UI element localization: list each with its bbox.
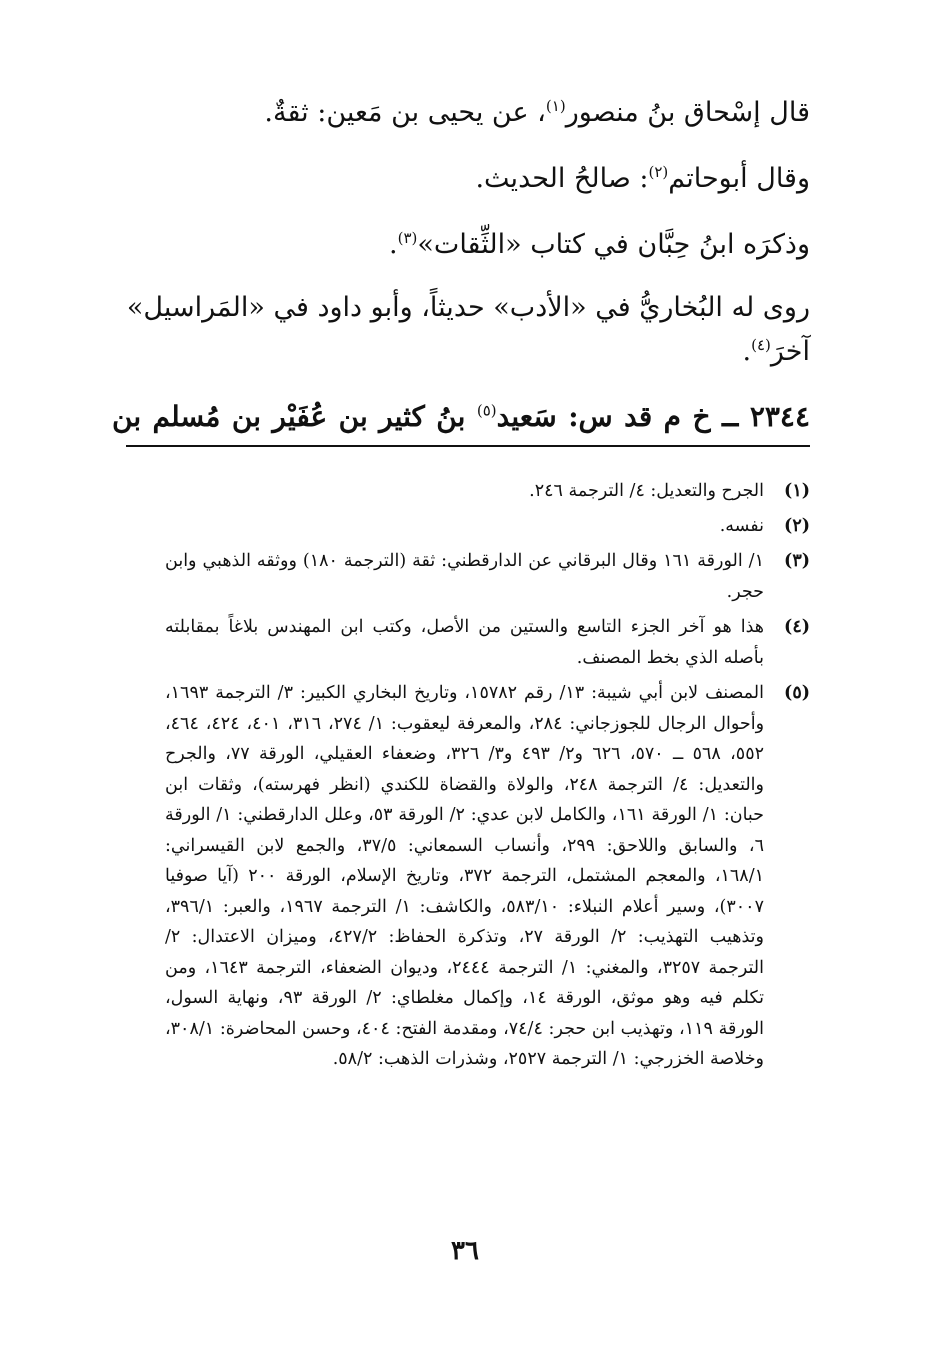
paragraph-ishaq-text: قال إسْحاق بنُ منصور	[565, 97, 810, 128]
footnote-text: المصنف لابن أبي شيبة: ١٣/ رقم ١٥٧٨٢، وتاريخ البخاري الكبير: ٣/ الترجمة ١٦٩٣، وأحوال الرجال للجوزجاني: ٢٨٤، والمعرفة ليعقوب: ١/ ٢٧٤، ٣١٦، ٤٠١، ٤٢٤، ٤٦٤، ٥٥٢، ٥٦٨ ــ ٥٧٠، ٦٢٦ و٢/ ٤٩٣ و٣/ ٣٢٦، وضعفاء العقيلي، الورقة ٧٧، والجرح والتعديل: ٤/ الترجمة ٢٤٨، والولاة والقضاة للكندي (انظر فهرسته)، وثقات ابن حبان: ١/ الورقة ١٦١، والكامل لابن عدي: ٢/ الورقة ٥٣، وعلل الدارقطني: ١/ الورقة ٦، والسابق واللاحق: ٢٩٩، وأنساب السمعاني: ٣٧/٥، والجمع لابن القيسراني: ١٦٨/١، والمعجم المشتمل، الترجمة ٣٧٢، وتاريخ الإسلام، الورقة ٢٠٠ (آيا صوفيا ٣٠٠٧)، وسير أعلام النبلاء: ٥٨٣/١٠، والكاشف: ١/ الترجمة ١٩٦٧، والعبر: ٣٩٦/١، وتذهيب التهذيب: ٢/ الورقة ٢٧، وتذكرة الحفاظ: ٤٢٧/٢، وميزان الاعتدال: ٢/ الترجمة ٣٢٥٧، والمغني: ١/ الترجمة ٢٤٤٤، وديوان الضعفاء، الترجمة ١٦٤٣، ومن تكلم فيه وهو موثق، الورقة ١٤، وإكمال مغلطاي: ٢/ الورقة ٩٣، ونهاية السول، الورقة ١١٩، وتهذيب ابن حجر: ٧٤/٤، ومقدمة الفتح: ٤٠٤، وحسن المحاضرة: ٣٠٨/١، وخلاصة الخزرجي: ١/ الترجمة ٢٥٢٧، وشذرات الذهب: ٥٨/٢.	[165, 683, 765, 1069]
footnote-ref-3: (٣)	[397, 229, 418, 247]
footnote-2	[165, 511, 810, 542]
footnote-text: هذا هو آخر الجزء التاسع والستين من الأصل، وكتب ابن المهندس بلاغاً بمقابلته بأصله الذي بخط المصنف.	[165, 617, 764, 668]
paragraph-ishaq-end: ، عن يحيى بن مَعين: ثقةٌ.	[264, 97, 546, 128]
footnote-ref-5: (٥)	[476, 401, 497, 420]
paragraph-narration-end: .	[742, 336, 752, 367]
footnote-number: (٣)	[784, 551, 810, 571]
page-number: ٣٦	[451, 1236, 479, 1266]
paragraph-abu-hatim	[112, 146, 810, 212]
footnote-number: (٢)	[784, 516, 810, 536]
footnote-1	[165, 476, 810, 507]
paragraph-ibn-hibban-text: وذكرَه ابنُ حِبَّان في كتاب «الثِّقات»	[417, 229, 810, 260]
footnote-5	[165, 678, 810, 1075]
paragraph-narration-text: روى له البُخاريُّ في «الأدب» حديثاً، وأبو داود في «المَراسيل» آخرَ	[126, 292, 810, 367]
footnote-ref-1: (١)	[545, 97, 566, 115]
paragraph-ibn-hibban	[112, 212, 810, 278]
paragraph-abu-hatim-end: : صالحُ الحديث.	[475, 163, 649, 194]
footnote-text: نفسه.	[719, 516, 764, 536]
footnote-3	[165, 546, 810, 608]
footnote-text: الجرح والتعديل: ٤/ الترجمة ٢٤٦.	[529, 481, 764, 501]
footnote-separator	[126, 445, 810, 447]
footnote-number: (١)	[784, 481, 810, 501]
footnote-text: ١/ الورقة ١٦١ وقال البرقاني عن الدارقطني: ثقة (الترجمة ١٨٠) ووثقه الذهبي وابن حجر.	[165, 551, 764, 602]
footnote-ref-4: (٤)	[751, 336, 771, 354]
entry-heading-start: ٢٣٤٤ ــ خ م قد س: سَعيد	[496, 400, 810, 433]
paragraph-ishaq	[112, 80, 810, 146]
entry-heading-end: بنُ كثير بن عُفَيْر بن مُسلم بن	[112, 400, 477, 433]
footnote-4	[165, 612, 810, 674]
paragraph-ibn-hibban-end: .	[389, 229, 398, 260]
footnote-number: (٥)	[784, 683, 810, 703]
footnote-ref-2: (٢)	[648, 163, 669, 181]
paragraph-abu-hatim-text: وقال أبوحاتم	[668, 163, 810, 194]
footnotes	[165, 476, 810, 1079]
main-text	[112, 80, 810, 450]
paragraph-narration	[112, 286, 810, 374]
entry-heading	[112, 384, 810, 450]
footnote-number: (٤)	[784, 617, 810, 637]
